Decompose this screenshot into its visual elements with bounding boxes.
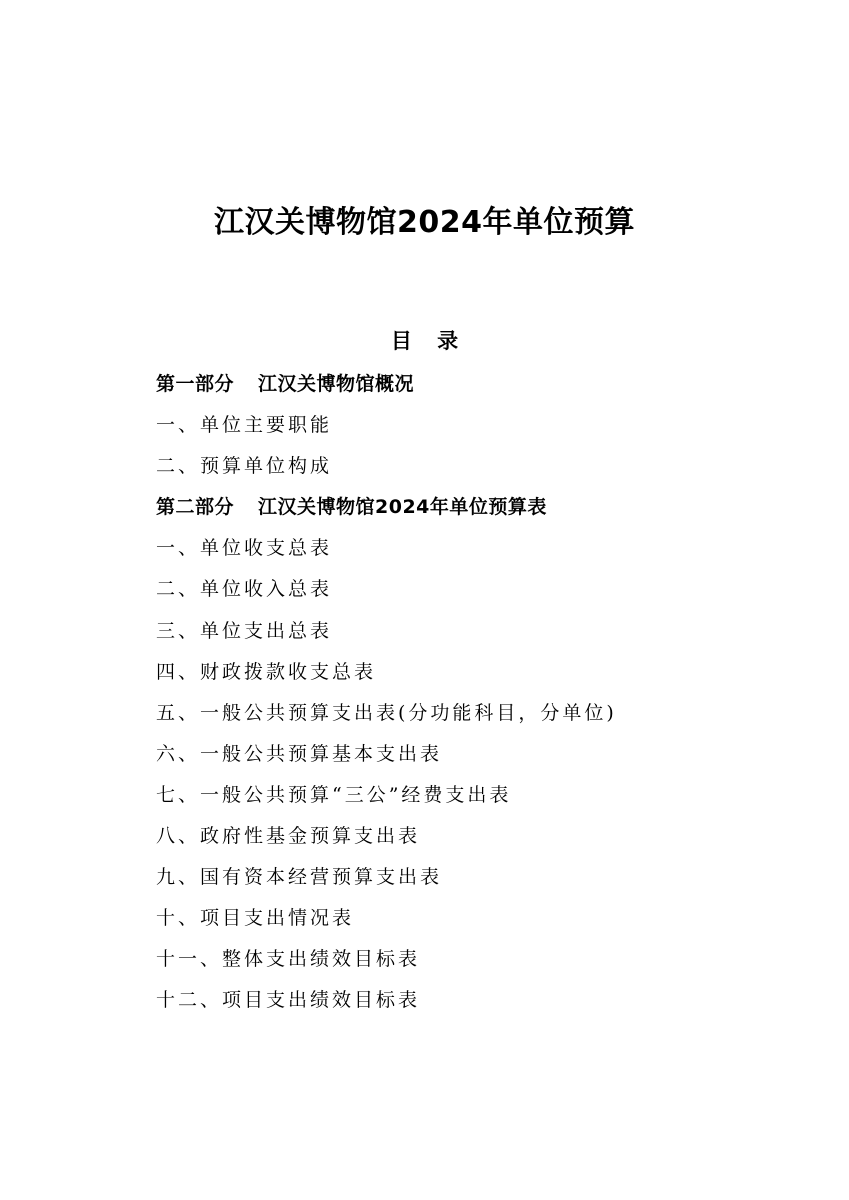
toc-item: 五、一般公共预算支出表(分功能科目，分单位) <box>156 701 617 724</box>
document-title: 江汉关博物馆2024年单位预算 <box>214 205 635 240</box>
toc-item: 四、财政拨款收支总表 <box>156 660 377 683</box>
toc-part-2-title: 江汉关博物馆2024年单位预算表 <box>258 496 547 519</box>
toc-part-2 <box>156 487 776 528</box>
toc-part-2-label: 第二部分 <box>156 496 235 519</box>
toc-part-1-title: 江汉关博物馆概况 <box>258 373 415 395</box>
toc-item: 十、项目支出情况表 <box>156 907 355 930</box>
toc-item: 三、单位支出总表 <box>156 619 333 642</box>
toc-item: 八、政府性基金预算支出表 <box>156 825 421 848</box>
table-of-contents <box>156 364 776 1022</box>
toc-item: 六、一般公共预算基本支出表 <box>156 742 443 765</box>
toc-part-1 <box>156 364 776 405</box>
toc-item: 九、国有资本经营预算支出表 <box>156 866 443 889</box>
toc-item: 二、预算单位构成 <box>156 455 333 478</box>
toc-heading: 目 录 <box>390 329 459 353</box>
toc-item: 二、单位收入总表 <box>156 578 333 601</box>
toc-item: 七、一般公共预算“三公”经费支出表 <box>156 783 512 806</box>
toc-item: 一、单位收支总表 <box>156 537 333 560</box>
toc-item: 一、单位主要职能 <box>156 414 333 437</box>
toc-part-1-label: 第一部分 <box>156 373 235 395</box>
toc-item: 十一、整体支出绩效目标表 <box>156 948 421 971</box>
toc-item: 十二、项目支出绩效目标表 <box>156 989 421 1012</box>
